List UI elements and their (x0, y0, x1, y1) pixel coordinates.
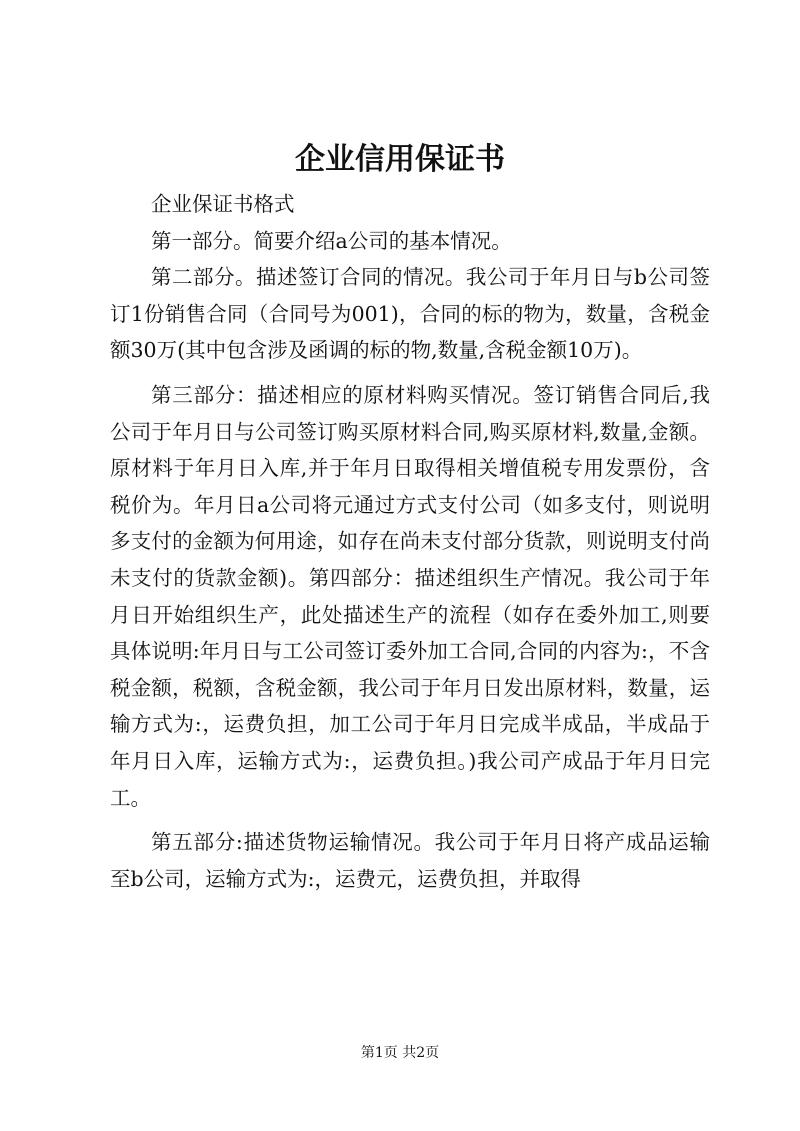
paragraph-format-heading: 企业保证书格式 (151, 192, 295, 216)
document-title: 企业信用保证书 (295, 142, 505, 177)
paragraph-part-three-four: 第三部分：描述相应的原材料购买情况。签订销售合同后,我公司于年月日与公司签订购买原材料合同,购买原材料,数量,金额。原材料于年月日入库,并于年月日取得相关增值税专用发票份，含税价为。年月日a公司将元通过方式支付公司（如多支付，则说明多支付的金额为何用途，如存在尚未支付部分货款，则说明支付尚未支付的货款金额)。第四部分：描述组织生产情况。我公司于年月日开始组织生产，此处描述生产的流程（如存在委外加工,则要具体说明:年月日与工公司签订委外加工合同,合同的内容为:，不含税金额，税额，含税金额，我公司于年月日发出原材料，数量，运输方式为:，运费负担，加工公司于年月日完成半成品，半成品于年月日入库，运输方式为:，运费负担。)我公司产成品于年月日完工。 (110, 382, 710, 810)
page-number-footer: 第1页 共2页 (360, 1045, 440, 1061)
paragraph-part-one: 第一部分。简要介绍a公司的基本情况。 (151, 228, 512, 253)
paragraph-part-five: 第五部分:描述货物运输情况。我公司于年月日将产成品运输至b公司，运输方式为:，运费元，运费负担，并取得 (110, 830, 710, 891)
paragraph-part-two: 第二部分。描述签订合同的情况。我公司于年月日与b公司签订1份销售合同（合同号为001)，合同的标的物为，数量，含税金额30万(其中包含涉及函调的标的物,数量,含税金额10万)。 (110, 265, 710, 363)
document-body (110, 186, 710, 897)
